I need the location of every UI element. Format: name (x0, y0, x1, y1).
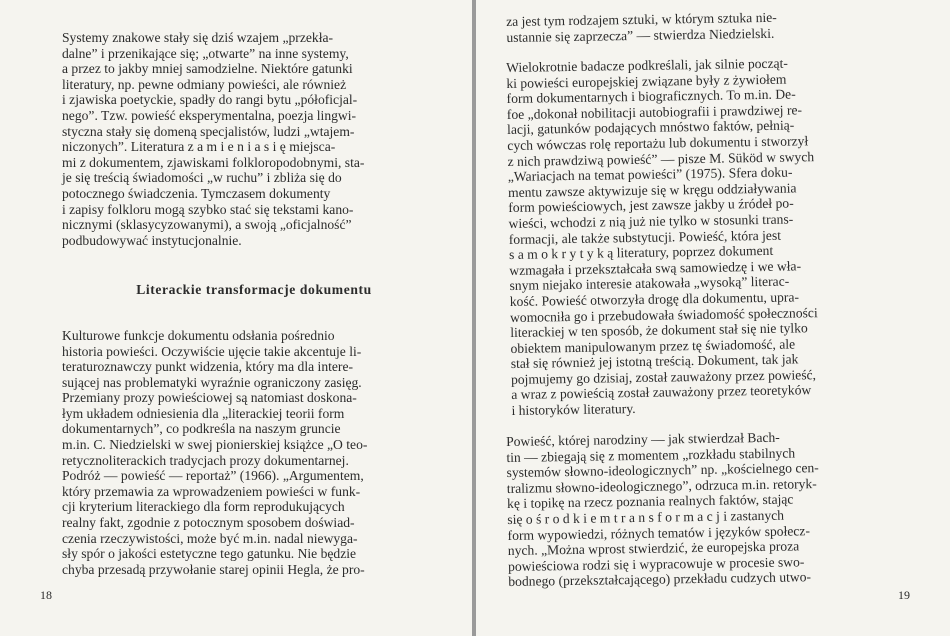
right-paragraph-2: Wielokrotnie badacze podkreślali, jak silnie począt- ki powieści europejskiej związane były z żywiołem form dokumentarnych i biograficznych. To m.in. De- foe „dokonał nobilitacji autobiografii i prawdziwej re- lacji, gatunków podających mnóstwo faktów, pełnią- cych wówczas rolę reportażu lub dokumentu i stworzył z nich prawdziwą powieść” — pisze M. Süköd w swych „Wariacjach na temat powieści” (1975). Sfera doku- mentu zawsze aktywizuje się w kręgu oddziaływania form powieściowych, jest zawsze jakby u źródeł po- wieści, wchodzi z nią już nie tylko w stosunki trans- formacji, ale także substytucji. Powieść, która jest s a m o k r y t y k ą literatury, poprzez dokument wzmagała i przekształcała swą samowiedzę i we wła- snym niejako interesie atakowała „wysoką” literac- kość. Powieść otworzyła drogę dla dokumentu, upra- womocniła go i przebudowała świadomość społeczności literackiej w ten sposób, że dokument stał się nie tylko obiektem manipulowanym przez tę świadomość, ale stał się również jej istotną treścią. Dokument, tak jak pojmujemy go dzisiaj, został zauważony przez powieść, a wraz z powieścią został zauważony przez teoretyków i historyków literatury. (506, 55, 818, 419)
right-paragraph-1: za jest tym rodzajem sztuki, w którym sztuka nie- ustannie się zaprzecza” — stwierdza Niedzielski. (506, 9, 777, 45)
left-page (0, 0, 472, 636)
section-heading: Literackie transformacje dokumentu (136, 282, 372, 298)
page-number-left: 18 (40, 588, 52, 603)
left-paragraph-2: Kulturowe funkcje dokumentu odsłania pośrednio historia powieści. Oczywiście ujęcie takie akcentuje li- teraturoznawczy punkt widzenia, który ma dla intere- sującej nas problematyki wyraźnie ograniczony zasięg. Przemiany prozy powieściowej są natomiast doskona- łym układem odniesienia dla „literackiej teorii form dokumentarnych”, co podkreśla na naszym gruncie m.in. C. Niedzielski w swej pionierskiej książce „O teo- retycznoliterackich tradycjach prozy dokumentarnej. Podróż — powieść — reportaż” (1966). „Argumentem, który przemawia za wprowadzeniem powieści w funk- cji kryterium literackiego dla form reprodukujących realny fakt, zgodnie z potocznym sposobem doświad- czenia rzeczywistości, może być m.in. nadal niewyga- sły spór o jakości estetyczne tego gatunku. Nie będzie chyba przesadą przywołanie starej opinii Hegla, że pro- (62, 327, 368, 577)
left-paragraph-1: Systemy znakowe stały się dziś wzajem „przekła- dalne” i przenikające się; „otwarte” na inne systemy, a przez to jakby mniej samodzielne. Niektóre gatunki literatury, np. pewne odmiany powieści, ale również i zjawiska poetyckie, spadły do rangi bytu „półoficjal- nego”. Tzw. powieść eksperymentalna, poezja lingwi- styczna stały się domeną specjalistów, ludzi „wtajem- niczonych”. Literatura z a m i e n i a s i ę miejsca- mi z dokumentem, zjawiskami folkloropodobnymi, sta- je się treścią świadomości „w ruchu” i zbliża się do potocznego świadczenia. Tymczasem dokumenty i zapisy folkloru mogą szybko stać się tekstami kano- nicznymi (sklasycyzowanymi), a swoją „oficjalność” podbudowywać instytucjonalnie. (62, 30, 365, 248)
right-page (476, 0, 950, 636)
page-number-right: 19 (898, 588, 910, 603)
right-paragraph-3: Powieść, której narodziny — jak stwierdzał Bach- tin — zbiegają się z momentem „rozkładu stabilnych systemów słowno-ideologicznych” np. „kościelnego cen- tralizmu słowno-ideologicznego”, odrzuca m.in. retoryk- kę i topikę na rzecz poznania realnych faktów, stając się o ś r o d k i e m t r a n s f o r m a c j i zastanych form wypowiedzi, różnych tematów i języków społecz- nych. „Można wprost stwierdzić, że europejska proza powieściowa rodzi się i wypracowuje w procesie swo- bodnego (przekształcającego) przekładu cudzych utwo- (506, 429, 819, 590)
